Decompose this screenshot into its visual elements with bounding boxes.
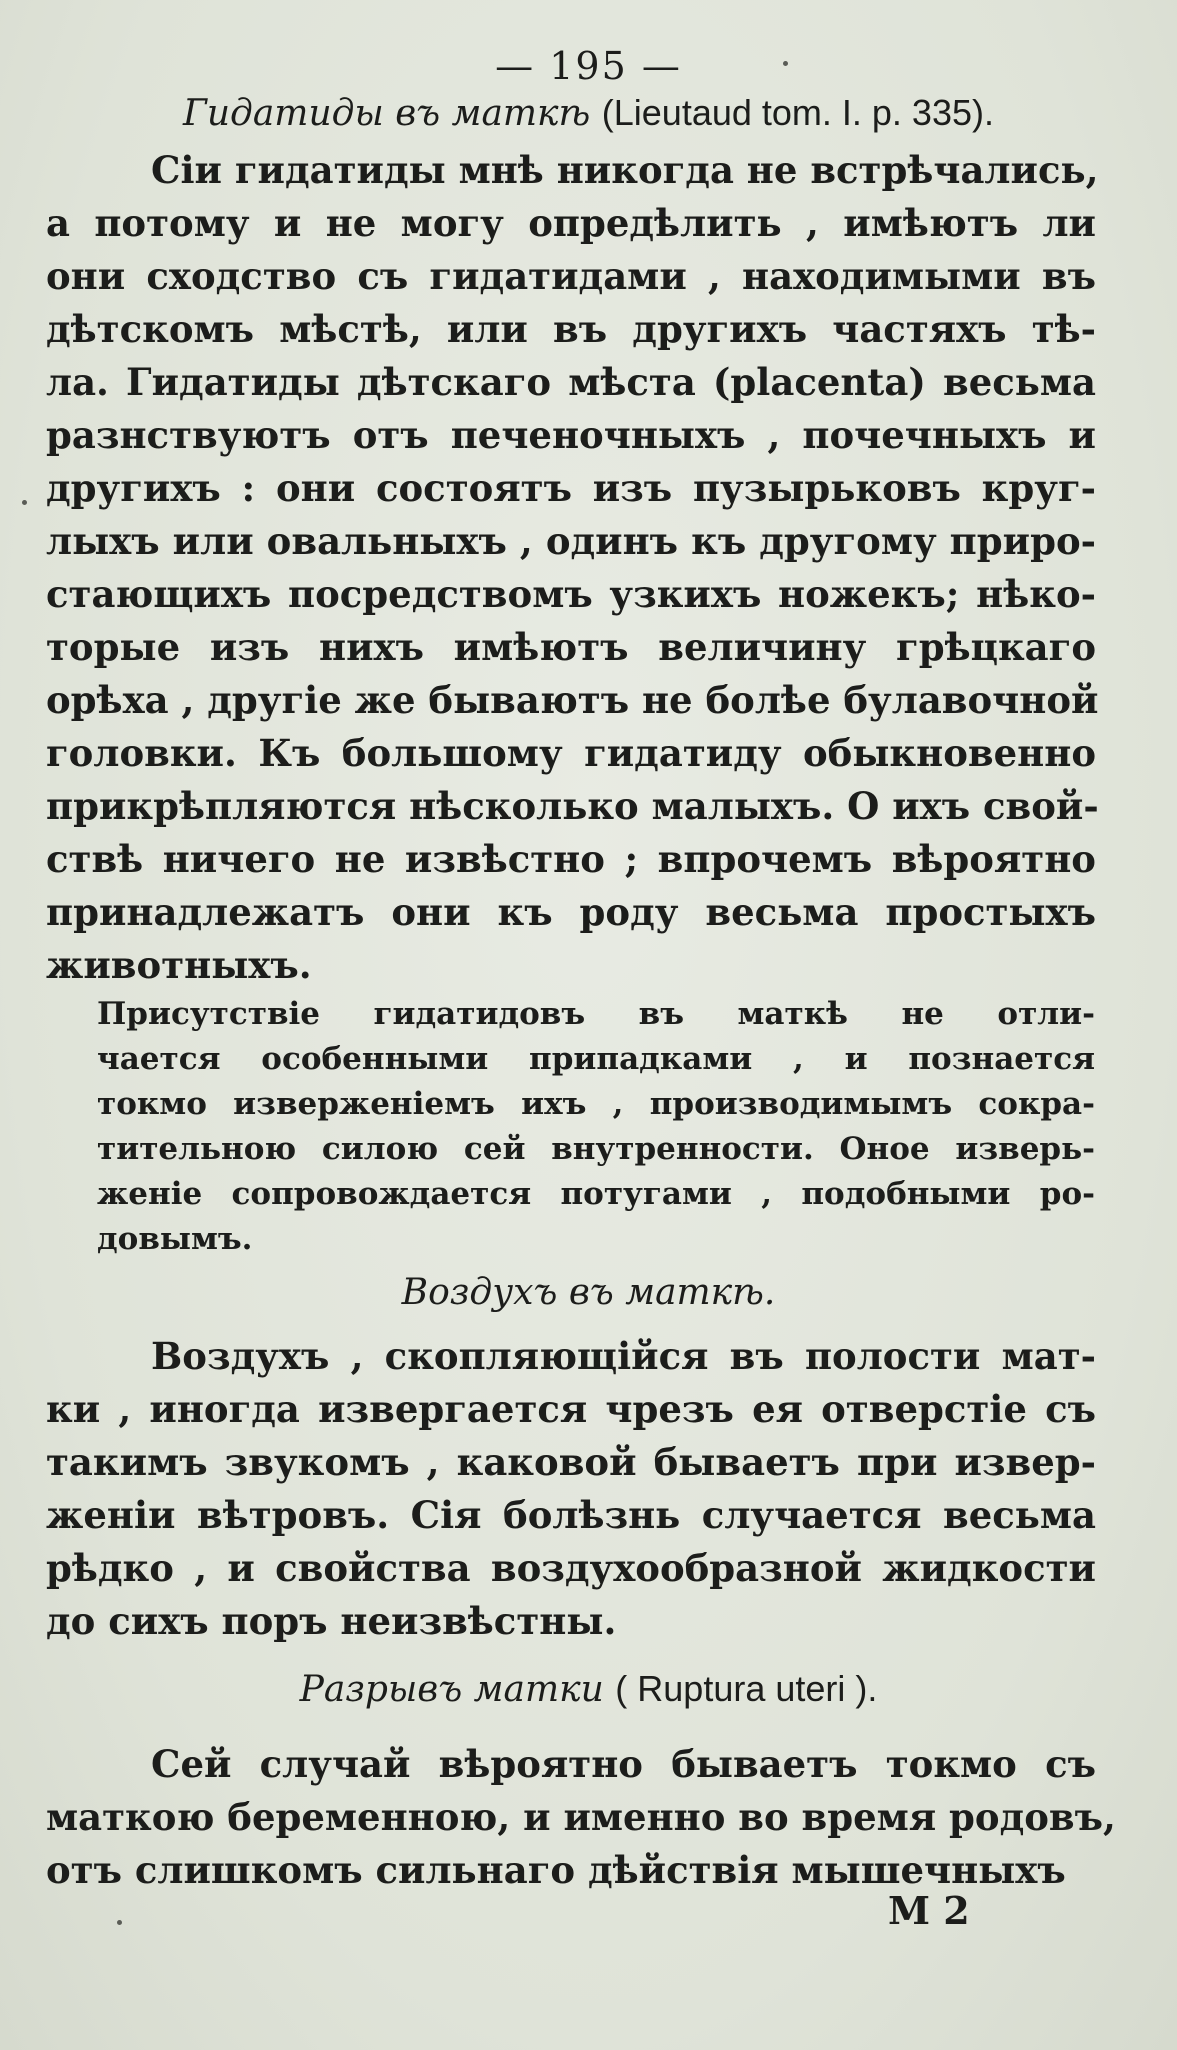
text-line: довымъ.	[97, 1221, 253, 1257]
text-line: головки. Къ большому гидатиду обыкновенно	[46, 731, 1096, 775]
text-line: отъ слишкомъ сильнаго дѣйствія мышечныхъ	[46, 1848, 1066, 1892]
text-line: женіе сопровождается потугами , подобными ро-	[97, 1176, 1095, 1212]
text-line: ствѣ ничего не извѣстно ; впрочемъ вѣроятно	[46, 837, 1096, 881]
paragraph-rupture	[46, 1738, 1116, 1897]
paragraph-air	[46, 1330, 1096, 1648]
signature-mark: M 2	[888, 1888, 970, 1933]
text-line: они сходство съ гидатидами , находимыми въ	[46, 254, 1096, 298]
section-heading-air	[0, 1272, 1177, 1313]
text-line: женіи вѣтровъ. Сія болѣзнь случается весьма	[46, 1493, 1096, 1537]
heading-reference: (Lieutaud tom. I. p. 335).	[601, 92, 994, 133]
page-number: — 195 —	[495, 44, 682, 88]
text-line: Присутствіе гидатидовъ въ маткѣ не отли-	[97, 996, 1095, 1032]
text-line: лыхъ или овальныхъ , одинъ къ другому приро-	[46, 519, 1096, 563]
text-line: а потому и не могу опредѣлить , имѣютъ ли	[46, 201, 1096, 245]
text-line: прикрѣпляются нѣсколько малыхъ. О ихъ свой-	[46, 784, 1099, 828]
text-line: другихъ : они состоятъ изъ пузырьковъ круг-	[46, 466, 1096, 510]
heading-title: Воздухъ въ маткѣ.	[401, 1272, 776, 1313]
text-line: токмо изверженіемъ ихъ , производимымъ сокра-	[97, 1086, 1095, 1122]
text-line: орѣха , другіе же бываютъ не болѣе булавочной	[46, 678, 1099, 722]
text-line: такимъ звукомъ , каковой бываетъ при извер-	[46, 1440, 1096, 1484]
text-line: Сей случай вѣроятно бываетъ токмо съ	[151, 1742, 1096, 1786]
text-line: до сихъ поръ неизвѣстны.	[46, 1599, 617, 1643]
heading-title: Гидатиды въ маткѣ	[183, 93, 591, 134]
text-line: ки , иногда извергается чрезъ ея отверстіе съ	[46, 1387, 1096, 1431]
paragraph-symptoms	[97, 992, 1095, 1262]
text-line: стающихъ посредствомъ узкихъ ножекъ; нѣко-	[46, 572, 1096, 616]
text-line: принадлежатъ они къ роду весьма простыхъ	[46, 890, 1096, 934]
text-line: торые изъ нихъ имѣютъ величину грѣцкаго	[46, 625, 1096, 669]
paper-speck	[117, 1920, 122, 1925]
text-line: разнствуютъ отъ печеночныхъ , почечныхъ и	[46, 413, 1096, 457]
paragraph-hydatids	[46, 144, 1099, 992]
heading-reference: ( Ruptura uteri ).	[615, 1668, 878, 1709]
text-line: животныхъ.	[46, 943, 312, 987]
paper-speck	[783, 61, 788, 66]
text-line: маткою беременною, и именно во время родовъ,	[46, 1795, 1116, 1839]
text-line: тительною силою сей внутренности. Оное изверь-	[97, 1131, 1095, 1167]
text-line: дѣтскомъ мѣстѣ, или въ другихъ частяхъ тѣ-	[46, 307, 1096, 351]
text-line: чается особенными припадками , и познается	[97, 1041, 1095, 1077]
paper-speck	[22, 500, 27, 505]
text-line: рѣдко , и свойства воздухообразной жидкости	[46, 1546, 1096, 1590]
text-line: Воздухъ , скопляющійся въ полости мат-	[151, 1334, 1096, 1378]
text-line: ла. Гидатиды дѣтскаго мѣста (placenta) весьма	[46, 360, 1096, 404]
text-line: Сіи гидатиды мнѣ никогда не встрѣчались,	[151, 148, 1099, 192]
section-heading-rupture	[0, 1668, 1177, 1710]
heading-title: Разрывъ матки	[299, 1669, 604, 1710]
section-heading-hydatids	[0, 92, 1177, 134]
